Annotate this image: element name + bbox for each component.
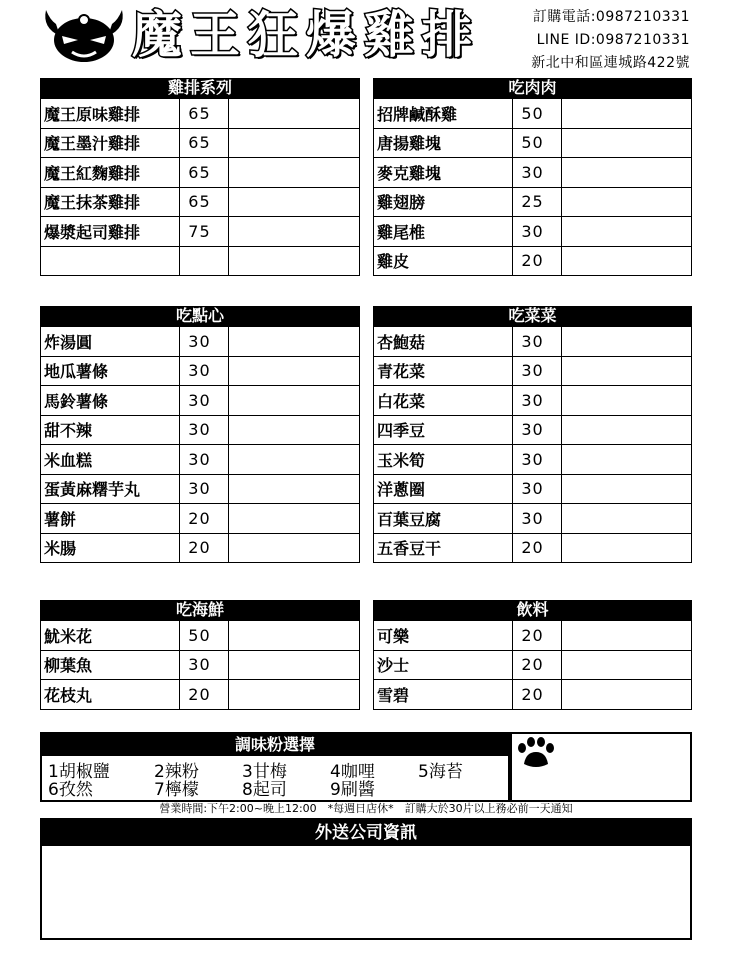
title-char: 爆	[306, 6, 356, 64]
item-price: 30	[513, 415, 561, 445]
quantity-cell[interactable]	[561, 327, 691, 357]
item-name: 魔王抹茶雞排	[41, 187, 180, 217]
menu-row	[41, 158, 360, 188]
menu-row	[374, 187, 692, 217]
item-name: 炸湯圓	[41, 327, 180, 357]
quantity-cell[interactable]	[561, 386, 691, 416]
quantity-cell[interactable]	[561, 445, 691, 475]
line-id: LINE ID:0987210331	[536, 32, 690, 48]
item-name: 花枝丸	[41, 680, 180, 710]
item-price: 30	[513, 217, 561, 247]
menu-row	[374, 327, 692, 357]
shop-title	[132, 2, 472, 68]
item-price: 20	[180, 533, 228, 563]
quantity-cell[interactable]	[561, 415, 691, 445]
menu-table	[40, 326, 360, 563]
menu-row	[41, 680, 360, 710]
item-name: 甜不辣	[41, 415, 180, 445]
quantity-cell[interactable]	[561, 533, 691, 563]
menu-row	[41, 650, 360, 680]
menu-row	[374, 474, 692, 504]
item-price: 30	[180, 327, 228, 357]
item-price: 30	[513, 504, 561, 534]
item-name: 招牌鹹酥雞	[374, 99, 513, 129]
item-name: 蛋黃麻糬芋丸	[41, 474, 180, 504]
quantity-cell[interactable]	[228, 445, 359, 475]
quantity-cell[interactable]	[561, 650, 691, 680]
section-title: 吃菜菜	[373, 306, 692, 326]
menu-row	[41, 128, 360, 158]
item-price: 30	[513, 474, 561, 504]
quantity-cell[interactable]	[228, 187, 359, 217]
item-price: 50	[180, 621, 228, 651]
menu-table	[40, 620, 360, 710]
section-title: 雞排系列	[40, 78, 360, 98]
menu-row	[41, 386, 360, 416]
section-title: 飲料	[373, 600, 692, 620]
item-name: 魔王原味雞排	[41, 99, 180, 129]
item-name: 雞翅膀	[374, 187, 513, 217]
item-name: 爆漿起司雞排	[41, 217, 180, 247]
item-name: 米腸	[41, 533, 180, 563]
menu-row	[41, 356, 360, 386]
item-name: 魔王墨汁雞排	[41, 128, 180, 158]
section-chicken	[40, 78, 360, 276]
quantity-cell[interactable]	[561, 187, 691, 217]
item-name: 洋蔥圈	[374, 474, 513, 504]
menu-row	[374, 217, 692, 247]
quantity-cell[interactable]	[228, 533, 359, 563]
item-name: 沙士	[374, 650, 513, 680]
quantity-cell[interactable]	[561, 246, 691, 276]
section-drinks	[373, 600, 692, 710]
menu-row	[374, 533, 692, 563]
item-price: 20	[513, 533, 561, 563]
quantity-cell[interactable]	[228, 474, 359, 504]
seasoning-option: 6孜然	[48, 780, 93, 800]
item-price: 20	[513, 621, 561, 651]
item-name: 薯餅	[41, 504, 180, 534]
title-char: 狂	[248, 6, 298, 64]
menu-row	[41, 504, 360, 534]
item-name: 百葉豆腐	[374, 504, 513, 534]
section-title: 吃肉肉	[373, 78, 692, 98]
menu-row	[41, 621, 360, 651]
section-snack	[40, 306, 360, 563]
item-name: 青花菜	[374, 356, 513, 386]
item-name: 麥克雞塊	[374, 158, 513, 188]
title-char: 排	[422, 6, 472, 64]
title-char: 雞	[364, 6, 414, 64]
menu-row	[41, 217, 360, 247]
item-price: 30	[513, 327, 561, 357]
menu-row	[41, 99, 360, 129]
item-name: 馬鈴薯條	[41, 386, 180, 416]
item-price: 30	[513, 386, 561, 416]
menu-row	[374, 680, 692, 710]
item-name: 四季豆	[374, 415, 513, 445]
item-name: 唐揚雞塊	[374, 128, 513, 158]
delivery-company-box	[40, 818, 692, 940]
quantity-cell[interactable]	[228, 246, 359, 276]
item-name: 雪碧	[374, 680, 513, 710]
seasoning-option: 7檸檬	[154, 780, 199, 800]
item-price: 30	[513, 356, 561, 386]
item-price: 30	[180, 650, 228, 680]
seasoning-option: 9刷醬	[330, 780, 375, 800]
contact-info	[531, 6, 690, 75]
quantity-cell[interactable]	[561, 680, 691, 710]
menu-row	[41, 187, 360, 217]
menu-table	[373, 620, 692, 710]
quantity-cell[interactable]	[228, 128, 359, 158]
item-name: 白花菜	[374, 386, 513, 416]
menu-row	[374, 158, 692, 188]
item-price: 30	[513, 445, 561, 475]
item-name: 可樂	[374, 621, 513, 651]
menu-row	[374, 415, 692, 445]
quantity-cell[interactable]	[561, 356, 691, 386]
item-price: 30	[180, 386, 228, 416]
seasoning-option: 4咖哩	[330, 762, 375, 782]
menu-row	[41, 415, 360, 445]
quantity-cell[interactable]	[561, 621, 691, 651]
menu-row	[374, 128, 692, 158]
quantity-cell[interactable]	[228, 217, 359, 247]
section-title: 吃點心	[40, 306, 360, 326]
item-price: 75	[180, 217, 228, 247]
item-price: 20	[180, 504, 228, 534]
quantity-cell[interactable]	[561, 99, 691, 129]
quantity-cell[interactable]	[228, 650, 359, 680]
paw-box	[510, 732, 692, 802]
menu-table	[40, 98, 360, 276]
quantity-cell[interactable]	[561, 158, 691, 188]
item-price: 30	[513, 158, 561, 188]
quantity-cell[interactable]	[228, 680, 359, 710]
item-name: 地瓜薯條	[41, 356, 180, 386]
section-veg	[373, 306, 692, 563]
menu-row	[374, 386, 692, 416]
item-price	[180, 246, 228, 276]
quantity-cell[interactable]	[228, 621, 359, 651]
quantity-cell[interactable]	[228, 415, 359, 445]
item-price: 20	[180, 680, 228, 710]
item-name: 雞尾椎	[374, 217, 513, 247]
item-name: 五香豆干	[374, 533, 513, 563]
business-hours-note: 營業時間:下午2:00~晚上12:00 *每週日店休* 訂購大於30片以上務必前一天通知	[159, 802, 573, 815]
quantity-cell[interactable]	[561, 504, 691, 534]
item-name	[41, 246, 180, 276]
seasoning-title: 調味粉選擇	[40, 734, 510, 756]
quantity-cell[interactable]	[228, 504, 359, 534]
item-price: 50	[513, 128, 561, 158]
menu-row	[374, 99, 692, 129]
item-name: 玉米筍	[374, 445, 513, 475]
quantity-cell[interactable]	[228, 327, 359, 357]
menu-row	[374, 650, 692, 680]
item-price: 65	[180, 128, 228, 158]
paw-print-icon	[514, 736, 558, 770]
item-price: 20	[513, 650, 561, 680]
item-name: 雞皮	[374, 246, 513, 276]
quantity-cell[interactable]	[228, 99, 359, 129]
seasoning-option: 8起司	[242, 780, 287, 800]
section-meat	[373, 78, 692, 276]
item-price: 30	[180, 356, 228, 386]
title-char: 王	[190, 6, 240, 64]
menu-row	[374, 356, 692, 386]
quantity-cell[interactable]	[561, 474, 691, 504]
item-price: 20	[513, 246, 561, 276]
item-price: 20	[513, 680, 561, 710]
item-name: 魷米花	[41, 621, 180, 651]
section-title: 吃海鮮	[40, 600, 360, 620]
seasoning-option: 2辣粉	[154, 762, 199, 782]
quantity-cell[interactable]	[228, 158, 359, 188]
item-price: 25	[513, 187, 561, 217]
quantity-cell[interactable]	[561, 217, 691, 247]
menu-row	[374, 246, 692, 276]
seasoning-option: 5海苔	[418, 762, 463, 782]
menu-row	[374, 621, 692, 651]
item-price: 65	[180, 158, 228, 188]
menu-table	[373, 98, 692, 276]
item-price: 50	[513, 99, 561, 129]
menu-row	[41, 445, 360, 475]
menu-row	[374, 445, 692, 475]
menu-table	[373, 326, 692, 563]
menu-row	[41, 246, 360, 276]
address: 新北中和區連城路422號	[531, 55, 690, 71]
quantity-cell[interactable]	[561, 128, 691, 158]
title-char: 魔	[132, 6, 182, 64]
item-price: 65	[180, 187, 228, 217]
phone-number: 訂購電話:0987210331	[532, 9, 690, 25]
menu-row	[41, 327, 360, 357]
menu-row	[41, 474, 360, 504]
item-name: 杏鮑菇	[374, 327, 513, 357]
item-price: 30	[180, 474, 228, 504]
item-name: 魔王紅麴雞排	[41, 158, 180, 188]
seasoning-box	[40, 732, 510, 802]
devil-head-icon	[40, 6, 128, 64]
menu-row	[41, 533, 360, 563]
item-price: 30	[180, 445, 228, 475]
company-title: 外送公司資訊	[42, 820, 690, 846]
item-name: 柳葉魚	[41, 650, 180, 680]
quantity-cell[interactable]	[228, 356, 359, 386]
seasoning-option: 1胡椒鹽	[48, 762, 110, 782]
menu-row	[374, 504, 692, 534]
item-price: 65	[180, 99, 228, 129]
item-price: 30	[180, 415, 228, 445]
quantity-cell[interactable]	[228, 386, 359, 416]
seasoning-option: 3甘梅	[242, 762, 287, 782]
item-name: 米血糕	[41, 445, 180, 475]
section-seafood	[40, 600, 360, 710]
